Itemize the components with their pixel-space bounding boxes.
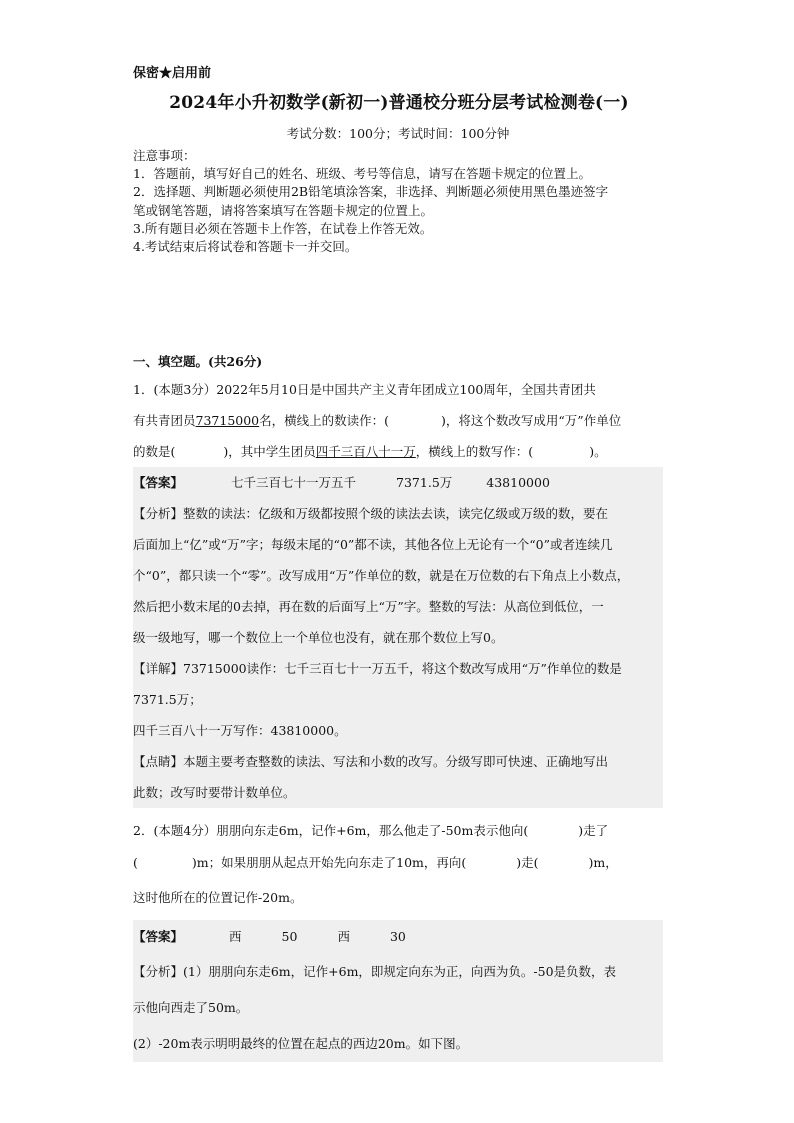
section-heading: 一、填空题。(共26分): [133, 354, 263, 369]
answer-value: 西: [229, 929, 242, 944]
analysis-line: 后面加上“亿”或“万”字；每级末尾的“0”都不读，其他各位上无论有一个“0”或者连续几: [133, 537, 613, 552]
answer-value: 43810000: [486, 475, 550, 490]
analysis-line: 个“0”，都只读一个“零”。改写成用“万”作单位的数，就是在万位数的右下角点上小数点，: [133, 568, 630, 583]
answer-label: 【答案】: [133, 929, 184, 944]
text: (: [133, 855, 138, 870]
text: )，其中学生团员: [223, 444, 316, 459]
analysis-line: 【分析】整数的读法：亿级和万级都按照个级的读法去读，读完亿级或万级的数，要在: [133, 506, 609, 521]
underlined-text: 四千三百八十一万: [315, 444, 416, 459]
underlined-number: 73715000: [195, 413, 260, 428]
question-line: 1．(本题3分）2022年5月10日是中国共产主义青年团成立100周年，全国共青团共: [133, 382, 596, 397]
question-1: [133, 374, 663, 808]
page-title: 2024年小升初数学(新初一)普通校分班分层考试检测卷(一): [169, 93, 629, 113]
analysis-line: 示他向西走了50m。: [133, 1000, 249, 1015]
text: )走(: [516, 855, 539, 870]
note-item: 笔或钢笔答题，请将答案填写在答题卡规定的位置上。: [133, 202, 434, 218]
answer-value: 30: [389, 929, 406, 944]
question-2: [133, 815, 663, 1062]
text: )走了: [578, 823, 609, 838]
note-item: 3.所有题目必须在答题卡上作答，在试卷上作答无效。: [133, 220, 433, 236]
notes: [133, 147, 663, 256]
solution-box: [133, 920, 663, 1062]
tips-line: 此数；改写时要带计数单位。: [133, 785, 296, 800]
question-line: [133, 436, 663, 467]
text: )m；如果朋朋从起点开始先向东走了10m，再向(: [191, 855, 467, 870]
tips-line: 【点睛】本题主要考查整数的读法、写法和小数的改写。分级写即可快速、正确地写出: [133, 754, 609, 769]
text: )。: [589, 444, 607, 459]
question-line: [133, 846, 663, 880]
analysis-line: 然后把小数末尾的0去掉，再在数的后面写上“万”字。整数的写法：从高位到低位，一: [133, 599, 604, 614]
answer-value: 七千三百七十一万五千: [231, 475, 357, 490]
text: ，横线上的数写作：(: [415, 444, 534, 459]
note-item: 4.考试结束后将试卷和答题卡一并交回。: [133, 239, 358, 255]
notes-heading: 注意事项：: [133, 148, 196, 163]
detail-line: 四千三百八十一万写作：43810000。: [133, 723, 347, 738]
answer-line: [133, 920, 663, 954]
analysis-line: 【分析】(1）朋朋向东走6m，记作+6m，即规定向东为正，向西为负。-50是负数，表: [133, 964, 617, 979]
analysis-line: 级一级地写，哪一个数位上一个单位也没有，就在那个数位上写0。: [133, 630, 504, 645]
confidential-label: 保密★启用前: [133, 66, 212, 81]
detail-line: 7371.5万；: [133, 692, 202, 707]
text: 的数是(: [133, 444, 176, 459]
exam-meta: 考试分数：100分；考试时间：100分钟: [286, 126, 510, 141]
text: 名，横线上的数读作：(: [259, 413, 390, 428]
text: 2．(本题4分）朋朋向东走6m，记作+6m，那么他走了-50m表示他向(: [133, 823, 529, 838]
analysis-line: (2）-20m表示明明最终的位置在起点的西边20m。如下图。: [133, 1036, 469, 1051]
answer-line: [133, 467, 663, 498]
answer-value: 西: [337, 929, 350, 944]
answer-value: 50: [281, 929, 298, 944]
question-line: [133, 815, 663, 846]
note-item: 1．答题前，填写好自己的姓名、班级、考号等信息，请写在答题卡规定的位置上。: [133, 166, 591, 182]
question-line: 这时他所在的位置记作-20m。: [133, 890, 303, 905]
text: )m，: [588, 855, 618, 870]
answer-value: 7371.5万: [396, 475, 453, 490]
solution-box: [133, 467, 663, 808]
text: )，将这个数改写成用“万”作单位: [441, 413, 622, 428]
text: 有共青团员: [133, 413, 196, 428]
question-line: [133, 405, 663, 436]
answer-label: 【答案】: [133, 475, 184, 490]
note-item: 2．选择题、判断题必须使用2B铅笔填涂答案，非选择、判断题必须使用黑色墨迹签字: [133, 184, 609, 200]
detail-line: 【详解】73715000读作：七千三百七十一万五千，将这个数改写成用“万”作单位的数是: [133, 661, 622, 676]
